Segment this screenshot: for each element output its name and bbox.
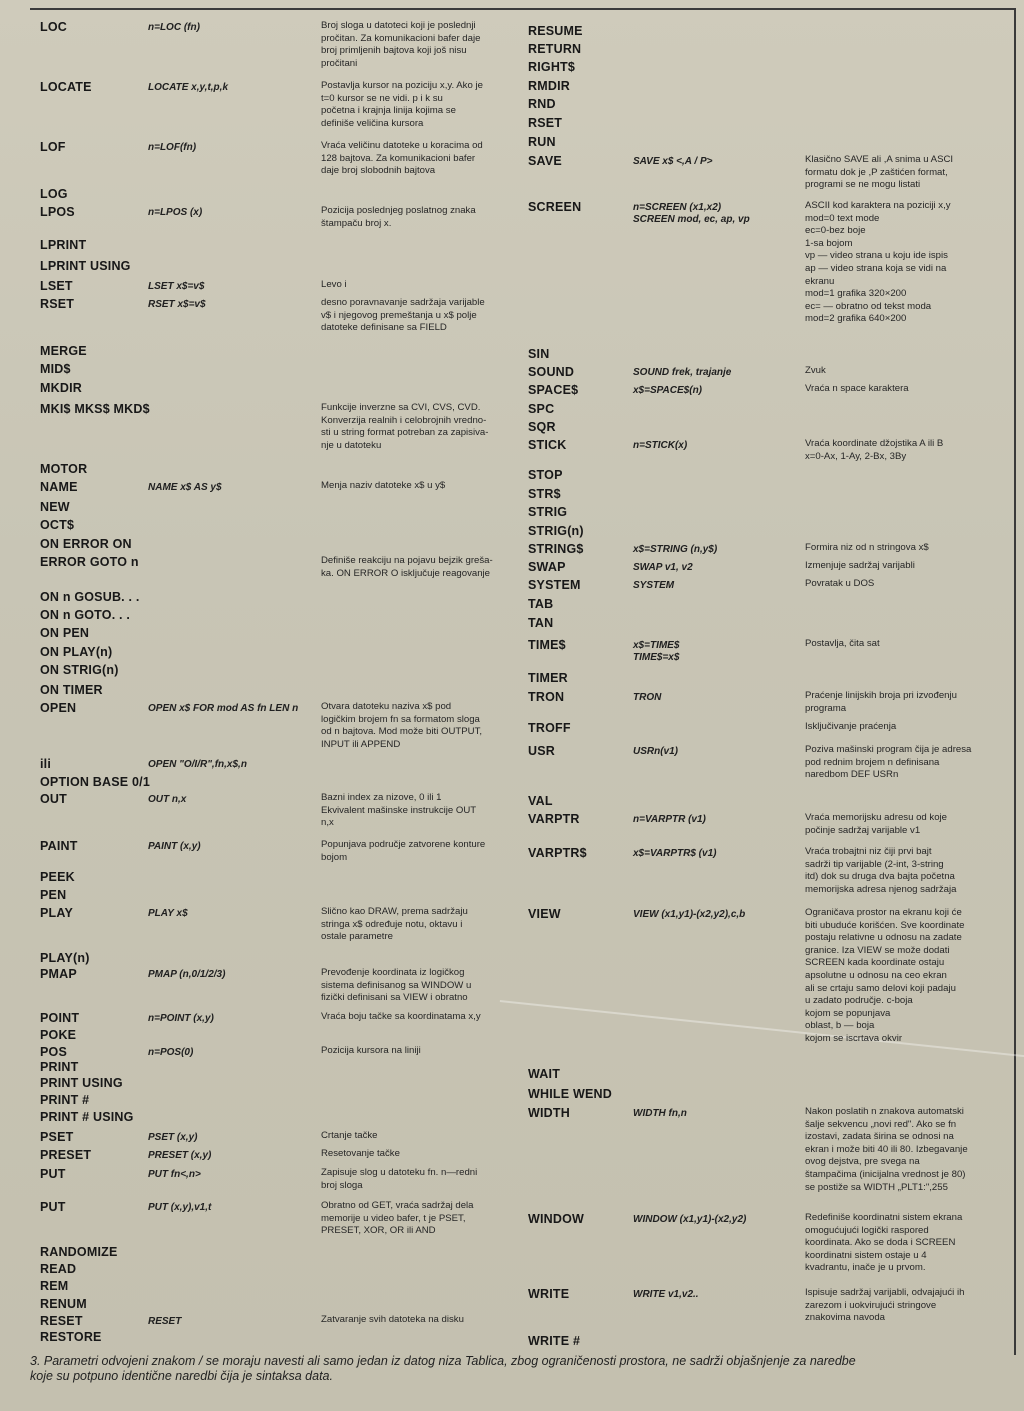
command-description: Vraća memorijsku adresu od koje počinje sadržaj varijable v1 <box>805 812 948 836</box>
command-name <box>528 721 571 735</box>
command-description: Postavlja kursor na poziciju x,y. Ako je t=0 kursor se ne vidi. p i k su početna i krajnja linija kojima se definiše veličina kursora <box>321 80 483 129</box>
command-description: Vraća n space karaktera <box>805 383 909 394</box>
command-label: ON n GOSUB. . . <box>40 590 140 604</box>
command-description: Broj sloga u datoteci koji je poslednji pročitan. Za komunikacioni bafer daje broj primljenih bajtova koji još nisu pročitani <box>321 20 481 69</box>
command-label: MKDIR <box>40 381 82 395</box>
command-description: Formira niz od n stringova x$ <box>805 542 929 553</box>
command-name <box>528 365 574 379</box>
command-description: Klasično SAVE ali ,A snima u ASCI formatu dok je ,P zaštićen format, programi se ne mogu listati <box>805 154 954 191</box>
command-description: Zapisuje slog u datoteku fn. n—redni broj sloga <box>321 1167 478 1191</box>
command-name <box>528 744 555 758</box>
command-syntax: PSET (x,y) <box>148 1132 198 1143</box>
command-syntax: RSET x$=v$ <box>148 299 206 310</box>
command-label: RESTORE <box>40 1330 102 1344</box>
command-description: Vraća veličinu datoteke u koracima od 128 bajtova. Za komunikacioni bafer daje broj slobodnih bajtova <box>321 140 483 177</box>
command-description: Funkcije inverzne sa CVI, CVS, CVD. Konverzija realnih i celobrojnih vredno- sti u string format potreban za zapisiva- nje u datoteku <box>321 402 489 451</box>
command-description: Postavlja, čita sat <box>805 638 880 649</box>
command-description: Redefiniše koordinatni sistem ekrana omogućujući logički raspored koordinata. Ako se doda i SCREEN koordinatni sistem ostaje u 4 kvadrantu, inače je u prvom. <box>805 1212 963 1274</box>
command-label: STICK <box>528 438 567 452</box>
command-label: OPEN <box>40 701 77 715</box>
command-syntax: SOUND frek, trajanje <box>633 367 732 378</box>
command-label: TAN <box>528 616 554 630</box>
command-name <box>528 42 581 56</box>
command-name <box>528 420 556 434</box>
command-description: Povratak u DOS <box>805 578 875 589</box>
command-name <box>40 1093 89 1107</box>
command-label: USR <box>528 744 555 758</box>
command-label: RESET <box>40 1314 83 1328</box>
command-name <box>528 1212 584 1226</box>
command-label: MOTOR <box>40 462 88 476</box>
command-name <box>40 683 103 697</box>
command-name <box>40 1130 73 1144</box>
command-label: WAIT <box>528 1067 561 1081</box>
command-name <box>40 518 74 532</box>
command-label: TAB <box>528 597 554 611</box>
command-name <box>528 505 567 519</box>
command-syntax: OPEN "O/I/R",fn,x$,n <box>148 759 247 770</box>
command-label: PAINT <box>40 839 78 853</box>
footnote: 3. Parametri odvojeni znakom / se moraju navesti ali samo jedan iz datog niza Tablica, zbog ograničenosti prostora, ne sadrži objašnjenje za naredbe koje su potpuno identične naredbi čija je sintaksa data. <box>30 1354 856 1383</box>
command-description: Izmenjuje sadržaj varijabli <box>805 560 915 571</box>
command-name <box>40 462 87 476</box>
command-name <box>528 1087 612 1101</box>
command-label: PSET <box>40 1130 74 1144</box>
command-syntax: PAINT (x,y) <box>148 841 201 852</box>
command-name <box>528 524 584 538</box>
command-name <box>40 344 87 358</box>
command-name <box>528 846 587 860</box>
command-description: Ispisuje sadržaj varijabli, odvajajući ih zarezom i uokvirujući stringove znakovima navoda <box>805 1287 965 1324</box>
command-syntax: SAVE x$ <,A / P> <box>633 156 713 167</box>
command-description: Vraća boju tačke sa koordinatama x,y <box>321 1011 481 1022</box>
command-name <box>40 279 73 293</box>
command-syntax: x$=STRING (n,y$) <box>633 544 718 555</box>
command-label: ON STRIG(n) <box>40 663 119 677</box>
command-label: LPOS <box>40 205 75 219</box>
command-name <box>40 1076 123 1090</box>
command-description: Ograničava prostor na ekranu koji će biti ubuduće korišćen. Sve koordinate postaju relativne u odnosu na zadate granice. Iza VIEW se može dodati SCREEN kada koordinate ostaju apsolutne u odnosu na ceo ekran ali se crtaju samo delovi koji padaju u zadato područje. c-boja kojom se popunjava oblast, b — boja kojom se iscrtava okvir <box>805 907 965 1044</box>
command-name <box>40 555 139 569</box>
command-label: SOUND <box>528 365 575 379</box>
command-label: TRON <box>528 690 565 704</box>
command-syntax: VIEW (x1,y1)-(x2,y2),c,b <box>633 909 746 920</box>
command-name <box>40 608 130 622</box>
command-label: VARPTR <box>528 812 580 826</box>
command-label: PLAY(n) <box>40 951 90 965</box>
command-name <box>40 1245 118 1259</box>
command-name <box>40 20 67 34</box>
right-column <box>528 0 1016 1411</box>
command-name <box>40 1045 67 1059</box>
command-syntax: n=LOF(fn) <box>148 142 197 153</box>
command-syntax: LOCATE x,y,t,p,k <box>148 82 229 93</box>
command-name <box>40 792 67 806</box>
command-name <box>528 79 570 93</box>
command-syntax: WRITE v1,v2.. <box>633 1289 699 1300</box>
command-name <box>40 480 78 494</box>
command-name <box>40 626 89 640</box>
command-name <box>40 1314 83 1328</box>
command-label: POKE <box>40 1028 77 1042</box>
command-syntax: PMAP (n,0/1/2/3) <box>148 969 226 980</box>
command-label: ON ERROR ON <box>40 537 132 551</box>
command-label: SWAP <box>528 560 566 574</box>
command-label: LOF <box>40 140 66 154</box>
command-name <box>40 663 119 677</box>
command-name <box>40 870 75 884</box>
command-name <box>40 645 112 659</box>
command-label: SIN <box>528 347 550 361</box>
command-label: STRIG <box>528 505 568 519</box>
command-name <box>528 116 562 130</box>
command-label: MID$ <box>40 362 71 376</box>
command-name <box>40 381 82 395</box>
command-name <box>40 1011 79 1025</box>
command-name <box>40 701 76 715</box>
command-name <box>40 1330 102 1344</box>
command-label: POS <box>40 1045 67 1059</box>
command-name <box>528 542 584 556</box>
command-name <box>40 775 150 789</box>
command-description: desno poravnavanje sadržaja varijable v$ i njegovog premeštanja u x$ polje datoteke definisane sa FIELD <box>321 297 485 334</box>
command-syntax: LSET x$=v$ <box>148 281 205 292</box>
command-name <box>528 438 567 452</box>
command-syntax: OUT n,x <box>148 794 187 805</box>
command-description: Bazni index za nizove, 0 ili 1 Ekvivalent mašinske instrukcije OUT n,x <box>321 792 477 829</box>
command-name <box>528 97 556 111</box>
command-description: Obratno od GET, vraća sadržaj dela memorije u video bafer, t je PSET, PRESET, XOR, OR ili AND <box>321 1200 474 1237</box>
command-name <box>528 794 553 808</box>
command-label: PRINT <box>40 1060 79 1074</box>
command-syntax: n=LOC (fn) <box>148 22 200 33</box>
command-syntax: WIDTH fn,n <box>633 1108 687 1119</box>
command-name <box>528 135 556 149</box>
command-label: READ <box>40 1262 77 1276</box>
command-syntax: x$=TIME$ TIME$=x$ <box>633 640 680 663</box>
command-syntax: n=SCREEN (x1,x2) SCREEN mod, ec, ap, vp <box>633 202 750 225</box>
command-name <box>40 1060 79 1074</box>
command-description: Poziva mašinski program čija je adresa pod rednim brojem n definisana naredbom DEF USRn <box>805 744 972 781</box>
command-name <box>40 205 75 219</box>
command-name <box>40 362 71 376</box>
command-name <box>528 638 566 652</box>
command-label: WRITE <box>528 1287 570 1301</box>
command-name <box>40 888 66 902</box>
command-name <box>528 1067 560 1081</box>
command-label: TIME$ <box>528 638 566 652</box>
command-label: SPC <box>528 402 555 416</box>
command-name <box>40 187 68 201</box>
command-label: LOCATE <box>40 80 92 94</box>
command-name <box>528 597 553 611</box>
command-label: PUT <box>40 1200 66 1214</box>
command-name <box>40 1028 76 1042</box>
command-description: Menja naziv datoteke x$ u y$ <box>321 480 446 491</box>
command-label: RUN <box>528 135 556 149</box>
command-label: RESUME <box>528 24 583 38</box>
command-syntax: PUT (x,y),v1,t <box>148 1202 212 1213</box>
command-syntax: SYSTEM <box>633 580 675 591</box>
left-column <box>40 0 520 1411</box>
command-description: Otvara datoteku naziva x$ pod logičkim brojem fn sa formatom sloga od n bajtova. Mod može biti OUTPUT, INPUT ili APPEND <box>321 701 483 750</box>
command-label: MKI$ MKS$ MKD$ <box>40 402 150 416</box>
command-name <box>40 537 132 551</box>
command-name <box>528 671 568 685</box>
command-label: ERROR GOTO n <box>40 555 139 569</box>
command-label: WIDTH <box>528 1106 570 1120</box>
command-label: TIMER <box>528 671 568 685</box>
command-description: Vraća koordinate džojstika A ili B x=0-Ax, 1-Ay, 2-Bx, 3By <box>805 438 944 462</box>
command-syntax: n=LPOS (x) <box>148 207 203 218</box>
command-name <box>528 1334 580 1348</box>
command-name <box>40 1279 68 1293</box>
command-name <box>528 24 583 38</box>
command-label: VAL <box>528 794 553 808</box>
command-name <box>40 1148 91 1162</box>
command-label: VARPTR$ <box>528 846 587 860</box>
command-label: PRINT # USING <box>40 1110 134 1124</box>
command-label: NEW <box>40 500 70 514</box>
command-description: Pozicija poslednjeg poslatnog znaka štampaču broj x. <box>321 205 476 229</box>
command-name <box>40 259 131 273</box>
command-syntax: n=STICK(x) <box>633 440 688 451</box>
command-description: Praćenje linijskih broja pri izvođenju programa <box>805 690 957 714</box>
command-label: SQR <box>528 420 556 434</box>
command-label: WHILE WEND <box>528 1087 612 1101</box>
command-label: SYSTEM <box>528 578 581 592</box>
command-label: TROFF <box>528 721 571 735</box>
command-syntax: WINDOW (x1,y1)-(x2,y2) <box>633 1214 747 1225</box>
command-name <box>40 402 150 416</box>
command-syntax: PLAY x$ <box>148 908 188 919</box>
command-description: Resetovanje tačke <box>321 1148 400 1159</box>
command-label: SPACE$ <box>528 383 579 397</box>
command-label: WRITE # <box>528 1334 581 1348</box>
command-label: PEN <box>40 888 67 902</box>
command-label: ON PLAY(n) <box>40 645 113 659</box>
command-label: ON TIMER <box>40 683 103 697</box>
command-name <box>528 616 553 630</box>
command-name <box>528 1106 570 1120</box>
command-syntax: n=POINT (x,y) <box>148 1013 214 1024</box>
command-name <box>528 560 566 574</box>
command-description: Crtanje tačke <box>321 1130 378 1141</box>
command-name <box>528 383 578 397</box>
command-name <box>528 690 564 704</box>
command-label: OPTION BASE 0/1 <box>40 775 150 789</box>
command-label: LPRINT USING <box>40 259 131 273</box>
command-syntax: x$=SPACE$(n) <box>633 385 703 396</box>
command-description: Nakon poslatih n znakova automatski šalje sekvencu „novi red". Ako se fn izostavi, zadata širina se odnosi na ekran i može biti 40 ili 80. Izbegavanje ovog dejstva, pre svega na štampačima (inicijalna vrednost je 80) se postiže sa WIDTH „PLT1:",255 <box>805 1106 968 1193</box>
command-label: STRING$ <box>528 542 584 556</box>
command-label: PUT <box>40 1167 66 1181</box>
command-label: VIEW <box>528 907 561 921</box>
command-name <box>528 154 562 168</box>
command-label: REM <box>40 1279 69 1293</box>
command-description: Definiše reakciju na pojavu bejzik greša- ka. ON ERROR O isključuje reagovanje <box>321 555 493 579</box>
command-syntax: n=POS(0) <box>148 1047 194 1058</box>
command-label: WINDOW <box>528 1212 585 1226</box>
command-label: PRINT # <box>40 1093 90 1107</box>
command-label: PRINT USING <box>40 1076 123 1090</box>
command-label: ON n GOTO. . . <box>40 608 131 622</box>
command-name <box>40 951 90 965</box>
command-label: RIGHT$ <box>528 60 576 74</box>
command-label: SAVE <box>528 154 562 168</box>
command-name <box>528 578 581 592</box>
command-label: STRIG(n) <box>528 524 584 538</box>
command-description: Zvuk <box>805 365 826 376</box>
command-description: Vraća trobajtni niz čiji prvi bajt sadrži tip varijable (2-int, 3-string itd) dok su druga dva bajta početna memorijska adresa njenog sadržaja <box>805 846 957 895</box>
command-label: RSET <box>40 297 75 311</box>
command-name <box>528 1287 569 1301</box>
command-label: ili <box>40 757 52 771</box>
command-label: OCT$ <box>40 518 75 532</box>
command-label: POINT <box>40 1011 80 1025</box>
command-label: LOC <box>40 20 67 34</box>
command-label: RENUM <box>40 1297 87 1311</box>
command-syntax: x$=VARPTR$ (v1) <box>633 848 717 859</box>
command-name <box>528 487 561 501</box>
command-syntax: n=VARPTR (v1) <box>633 814 706 825</box>
command-name <box>528 812 580 826</box>
command-label: RND <box>528 97 556 111</box>
command-name <box>40 1200 66 1214</box>
command-name <box>528 200 581 214</box>
command-label: ON PEN <box>40 626 90 640</box>
command-name <box>40 967 77 981</box>
command-description: Popunjava područje zatvorene konture bojom <box>321 839 486 863</box>
command-label: LSET <box>40 279 73 293</box>
command-label: SCREEN <box>528 200 582 214</box>
command-name <box>40 590 140 604</box>
command-name <box>528 468 563 482</box>
command-description: Zatvaranje svih datoteka na disku <box>321 1314 464 1325</box>
command-description: Prevođenje koordinata iz logičkog sistema definisanog sa WINDOW u fizički definisani sa VIEW i obratno <box>321 967 472 1004</box>
command-label: RMDIR <box>528 79 570 93</box>
command-label: OUT <box>40 792 67 806</box>
command-label: RANDOMIZE <box>40 1245 118 1259</box>
command-label: STR$ <box>528 487 561 501</box>
command-label: NAME <box>40 480 78 494</box>
command-description: ASCII kod karaktera na poziciji x,y mod=0 text mode ec=0-bez boje 1-sa bojom vp — video strana u koju ide ispis ap — video strana koja se vidi na ekranu mod=1 grafika 320×200 ec= — obratno od tekst moda mod=2 grafika 640×200 <box>805 200 951 325</box>
command-syntax: USRn(v1) <box>633 746 679 757</box>
command-description: Slično kao DRAW, prema sadržaju stringa x$ određuje notu, oktavu i ostale parametre <box>321 906 468 943</box>
command-name <box>40 238 86 252</box>
command-label: MERGE <box>40 344 87 358</box>
command-label: PEEK <box>40 870 75 884</box>
command-label: LPRINT <box>40 238 87 252</box>
command-label: PMAP <box>40 967 77 981</box>
command-description: Pozicija kursora na liniji <box>321 1045 421 1056</box>
command-label: STOP <box>528 468 563 482</box>
command-name <box>528 60 575 74</box>
command-syntax: TRON <box>633 692 662 703</box>
command-syntax: NAME x$ AS y$ <box>148 482 222 493</box>
command-label: RSET <box>528 116 563 130</box>
command-name <box>40 1297 87 1311</box>
command-label: PLAY <box>40 906 73 920</box>
command-name <box>40 140 66 154</box>
command-syntax: PUT fn<,n> <box>148 1169 201 1180</box>
command-syntax: RESET <box>148 1316 182 1327</box>
command-label: LOG <box>40 187 68 201</box>
command-syntax: PRESET (x,y) <box>148 1150 212 1161</box>
command-name <box>40 297 74 311</box>
command-name <box>40 906 73 920</box>
command-name <box>528 402 554 416</box>
command-name <box>40 757 51 771</box>
command-label: PRESET <box>40 1148 92 1162</box>
command-name <box>40 1110 134 1124</box>
command-name <box>528 347 549 361</box>
command-name <box>40 1167 66 1181</box>
command-name <box>40 80 92 94</box>
command-name <box>40 839 78 853</box>
command-name <box>528 907 561 921</box>
command-name <box>40 1262 76 1276</box>
command-label: RETURN <box>528 42 582 56</box>
command-syntax: SWAP v1, v2 <box>633 562 693 573</box>
command-description: Isključivanje praćenja <box>805 721 897 732</box>
command-name <box>40 500 70 514</box>
command-syntax: OPEN x$ FOR mod AS fn LEN n <box>148 703 299 714</box>
command-description: Levo i <box>321 279 347 290</box>
